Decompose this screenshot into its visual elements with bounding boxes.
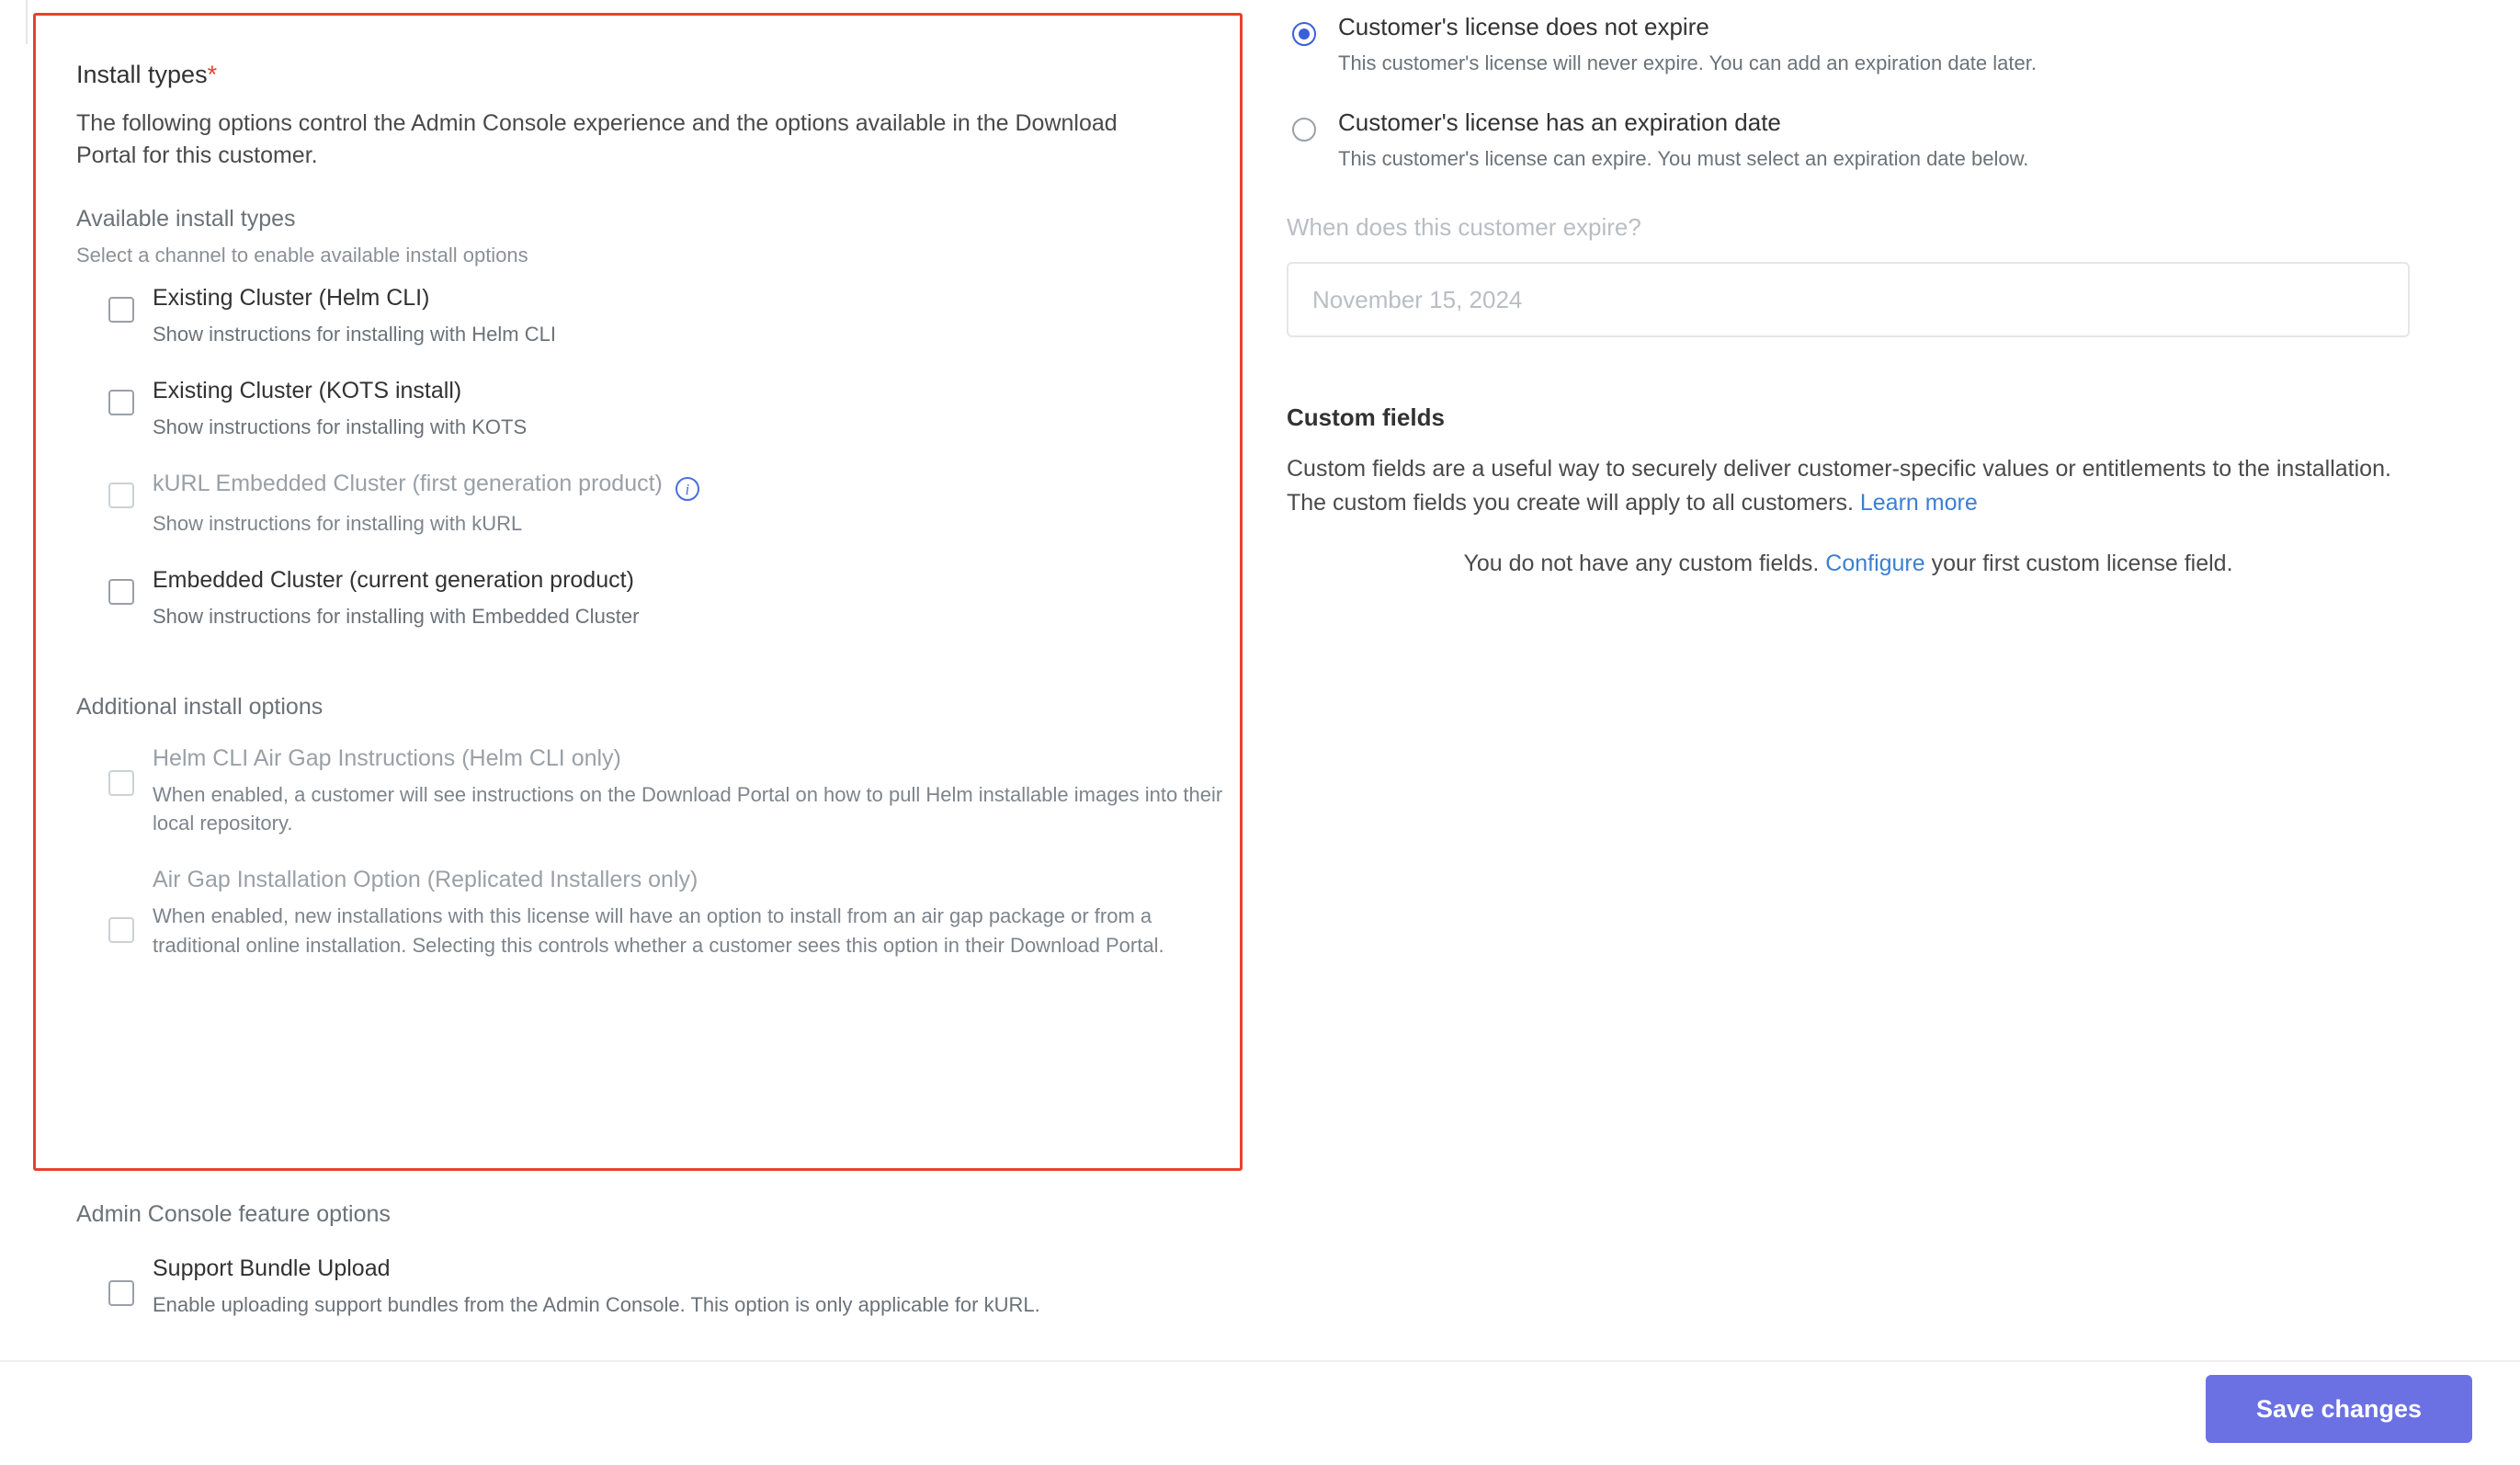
admin-option-label: Support Bundle Upload <box>153 1255 391 1281</box>
save-changes-button[interactable]: Save changes <box>2206 1375 2472 1443</box>
radio-icon[interactable] <box>1292 22 1316 46</box>
expiration-option-label: Customer's license does not expire <box>1338 13 1709 40</box>
page-title <box>33 13 1243 89</box>
custom-fields-empty-state <box>1287 551 2410 577</box>
install-option-description: Show instructions for installing with kURL <box>153 511 523 535</box>
expiration-option-label: Customer's license has an expiration date <box>1338 108 1781 137</box>
install-types-heading: Install types <box>76 61 208 88</box>
required-marker: * <box>207 61 218 88</box>
custom-fields-description-text: Custom fields are a useful way to securely deliver customer-specific values or entitlements to the installation. The custom fields you create will apply to all customers. <box>1287 456 2391 516</box>
install-option-label: Embedded Cluster (current generation product) <box>153 566 634 593</box>
expiration-option-has-date[interactable] <box>1287 108 2463 171</box>
additional-option-helm-airgap <box>33 744 1243 839</box>
available-install-types-heading: Available install types <box>76 206 296 232</box>
expiration-option-never[interactable] <box>1287 13 2463 75</box>
install-types-description: The following options control the Admin Console experience and the options available in the Download Portal for this customer. <box>76 110 1118 168</box>
footer-bar <box>0 1360 2520 1465</box>
additional-option-airgap-install <box>33 866 1243 960</box>
additional-install-options-heading: Additional install options <box>76 693 324 720</box>
radio-icon[interactable] <box>1292 118 1316 142</box>
install-option-label: Existing Cluster (Helm CLI) <box>153 285 430 311</box>
left-edge-rule <box>26 0 28 44</box>
expiration-date-label: When does this customer expire? <box>1287 213 1641 242</box>
install-option-helm-cli[interactable] <box>33 284 1243 349</box>
install-option-kots[interactable] <box>33 377 1243 442</box>
checkbox-icon[interactable] <box>108 390 134 415</box>
install-types-panel <box>33 13 1243 988</box>
info-icon[interactable]: i <box>675 477 699 501</box>
custom-fields-empty-suffix: your first custom license field. <box>1931 550 2233 576</box>
scroll-fade <box>0 1323 2520 1355</box>
expiration-date-input[interactable]: November 15, 2024 <box>1287 262 2410 337</box>
expiration-option-description: This customer's license will never expire. You can add an expiration date later. <box>1338 51 2037 75</box>
additional-install-options-list <box>33 721 1243 961</box>
admin-option-description: Enable uploading support bundles from the Admin Console. This option is only applicable for kURL. <box>153 1293 1040 1316</box>
available-install-types-list <box>33 267 1243 631</box>
custom-fields-empty-prefix: You do not have any custom fields. <box>1463 550 1820 576</box>
install-option-description: Show instructions for installing with Embedded Cluster <box>153 604 640 628</box>
configure-link[interactable]: Configure <box>1825 550 1925 576</box>
additional-option-description: When enabled, new installations with this license will have an option to install from an air gap package or from a traditional online installation. Selecting this controls whether a customer sees this option in their Download Portal. <box>153 904 1164 958</box>
additional-option-description: When enabled, a customer will see instructions on the Download Portal on how to pull Helm installable images into their local repository. <box>153 782 1223 835</box>
checkbox-icon[interactable] <box>108 579 134 605</box>
custom-fields-heading: Custom fields <box>1287 403 1445 432</box>
checkbox-icon <box>108 770 134 796</box>
admin-option-support-bundle-upload[interactable] <box>33 1255 1243 1320</box>
checkbox-icon <box>108 483 134 508</box>
license-expiration-panel <box>1287 13 2463 577</box>
learn-more-link[interactable]: Learn more <box>1859 489 1978 516</box>
install-option-description: Show instructions for installing with Helm CLI <box>153 323 556 346</box>
install-option-embedded-cluster[interactable] <box>33 566 1243 631</box>
checkbox-icon <box>108 917 134 943</box>
available-install-types-subtext: Select a channel to enable available install options <box>76 244 528 267</box>
install-option-description: Show instructions for installing with KOTS <box>153 415 528 438</box>
expiration-option-description: This customer's license can expire. You must select an expiration date below. <box>1338 147 2029 171</box>
install-option-label: Existing Cluster (KOTS install) <box>153 377 462 403</box>
additional-option-label: Air Gap Installation Option (Replicated Installers only) <box>153 867 698 893</box>
custom-fields-description <box>1287 452 2410 519</box>
checkbox-icon[interactable] <box>108 297 134 323</box>
install-option-kurl <box>33 470 1243 539</box>
additional-option-label: Helm CLI Air Gap Instructions (Helm CLI only) <box>153 744 621 771</box>
admin-console-feature-options-heading: Admin Console feature options <box>76 1201 391 1227</box>
install-option-label: kURL Embedded Cluster (first generation product) <box>153 470 663 496</box>
checkbox-icon[interactable] <box>108 1280 134 1306</box>
